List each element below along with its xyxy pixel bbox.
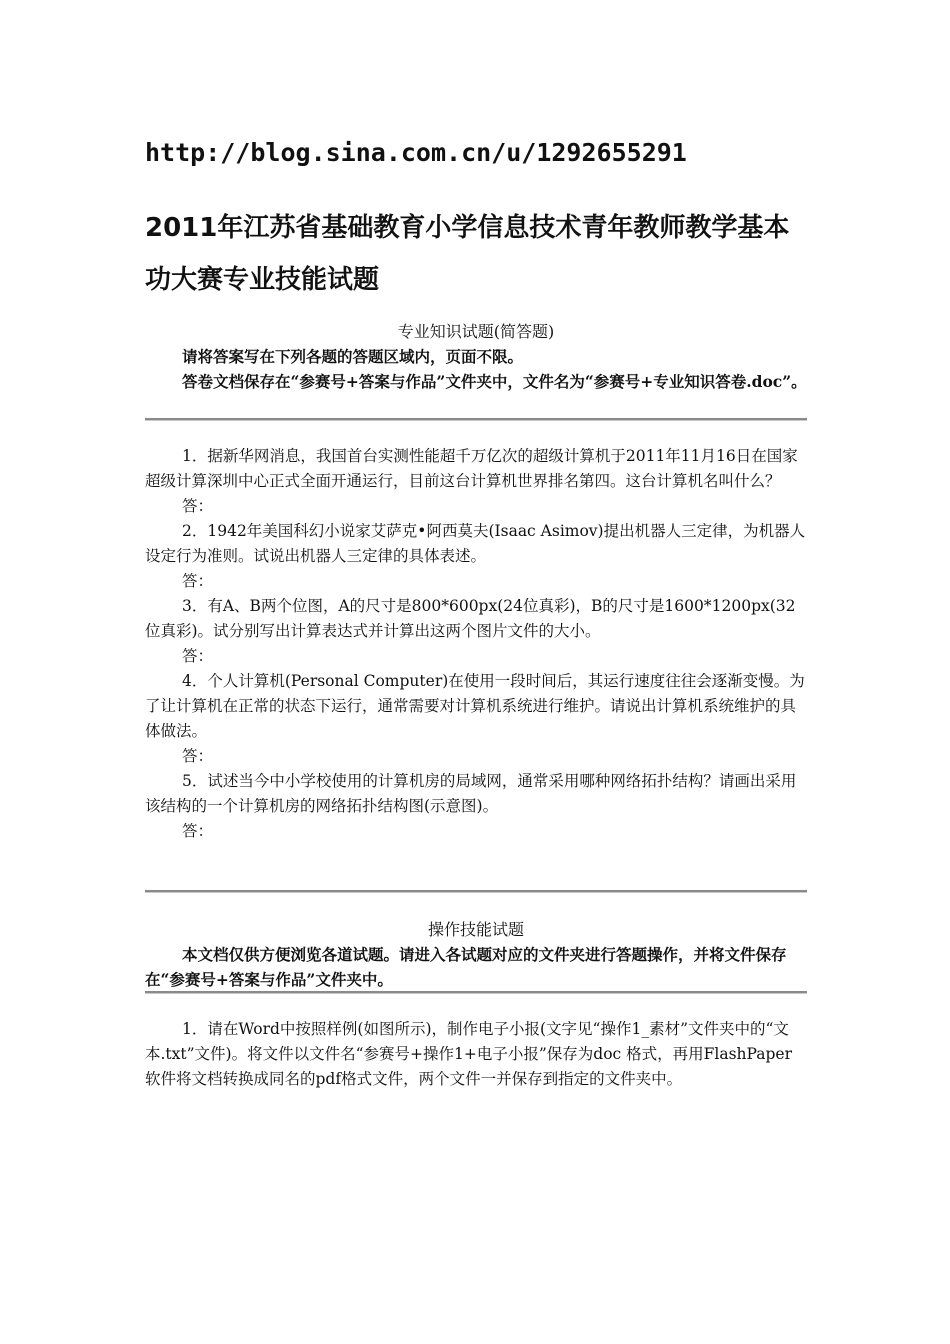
question-3: 3．有A、B两个位图，A的尺寸是800*600px(24位真彩)，B的尺寸是1600*1200px(32位真彩)。试分别写出计算表达式并计算出这两个图片文件的大小。 bbox=[145, 597, 796, 640]
divider bbox=[145, 418, 807, 421]
answer-4: 答： bbox=[182, 747, 214, 765]
question-4: 4．个人计算机(Personal Computer)在使用一段时间后，其运行速度往往会逐渐变慢。为了让计算机在正常的状态下运行，通常需要对计算机系统进行维护。请说出计算机系统维护的具体做法。 bbox=[145, 672, 805, 740]
instruction-note-3: 本文档仅供方便浏览各道试题。请进入各试题对应的文件夹进行答题操作，并将文件保存在“参赛号+答案与作品”文件夹中。 bbox=[145, 945, 787, 989]
divider bbox=[145, 890, 807, 893]
section1-instructions bbox=[145, 344, 807, 394]
document-title: 2011年江苏省基础教育小学信息技术青年教师教学基本功大赛专业技能试题 bbox=[145, 213, 790, 295]
answer-2: 答： bbox=[182, 572, 214, 590]
section2-questions bbox=[145, 1017, 807, 1092]
source-url: http://blog.sina.com.cn/u/1292655291 bbox=[145, 138, 687, 167]
section1-heading: 专业知识试题(简答题) bbox=[397, 322, 555, 341]
question-2: 2．1942年美国科幻小说家艾萨克•阿西莫夫(Isaac Asimov)提出机器人三定律，为机器人设定行为准则。试说出机器人三定律的具体表述。 bbox=[145, 522, 806, 565]
section1-questions bbox=[145, 444, 807, 844]
section2-instructions bbox=[145, 942, 807, 992]
section2-heading: 操作技能试题 bbox=[427, 920, 524, 939]
answer-3: 答： bbox=[182, 647, 214, 665]
question-1: 1．据新华网消息，我国首台实测性能超千万亿次的超级计算机于2011年11月16日在国家超级计算深圳中心正式全面开通运行，目前这台计算机世界排名第四。这台计算机名叫什么？ bbox=[145, 447, 798, 490]
answer-1: 答： bbox=[182, 497, 214, 515]
question-5: 5．试述当今中小学校使用的计算机房的局域网，通常采用哪种网络拓扑结构？请画出采用该结构的一个计算机房的网络拓扑结构图(示意图)。 bbox=[145, 772, 797, 815]
instruction-note-2: 答卷文档保存在“参赛号+答案与作品”文件夹中，文件名为“参赛号+专业知识答卷.doc”。 bbox=[182, 372, 807, 391]
operation-question-1: 1．请在Word中按照样例(如图所示)，制作电子小报(文字见“操作1_素材”文件夹中的“文本.txt”文件)。将文件以文件名“参赛号+操作1+电子小报”保存为doc 格式，再用FlashPaper软件将文档转换成同名的pdf格式文件，两个文件一并保存到指定的文件夹中。 bbox=[145, 1020, 793, 1088]
instruction-note-1: 请将答案写在下列各题的答题区域内，页面不限。 bbox=[182, 347, 524, 366]
answer-5: 答： bbox=[182, 822, 214, 840]
divider bbox=[145, 991, 807, 994]
